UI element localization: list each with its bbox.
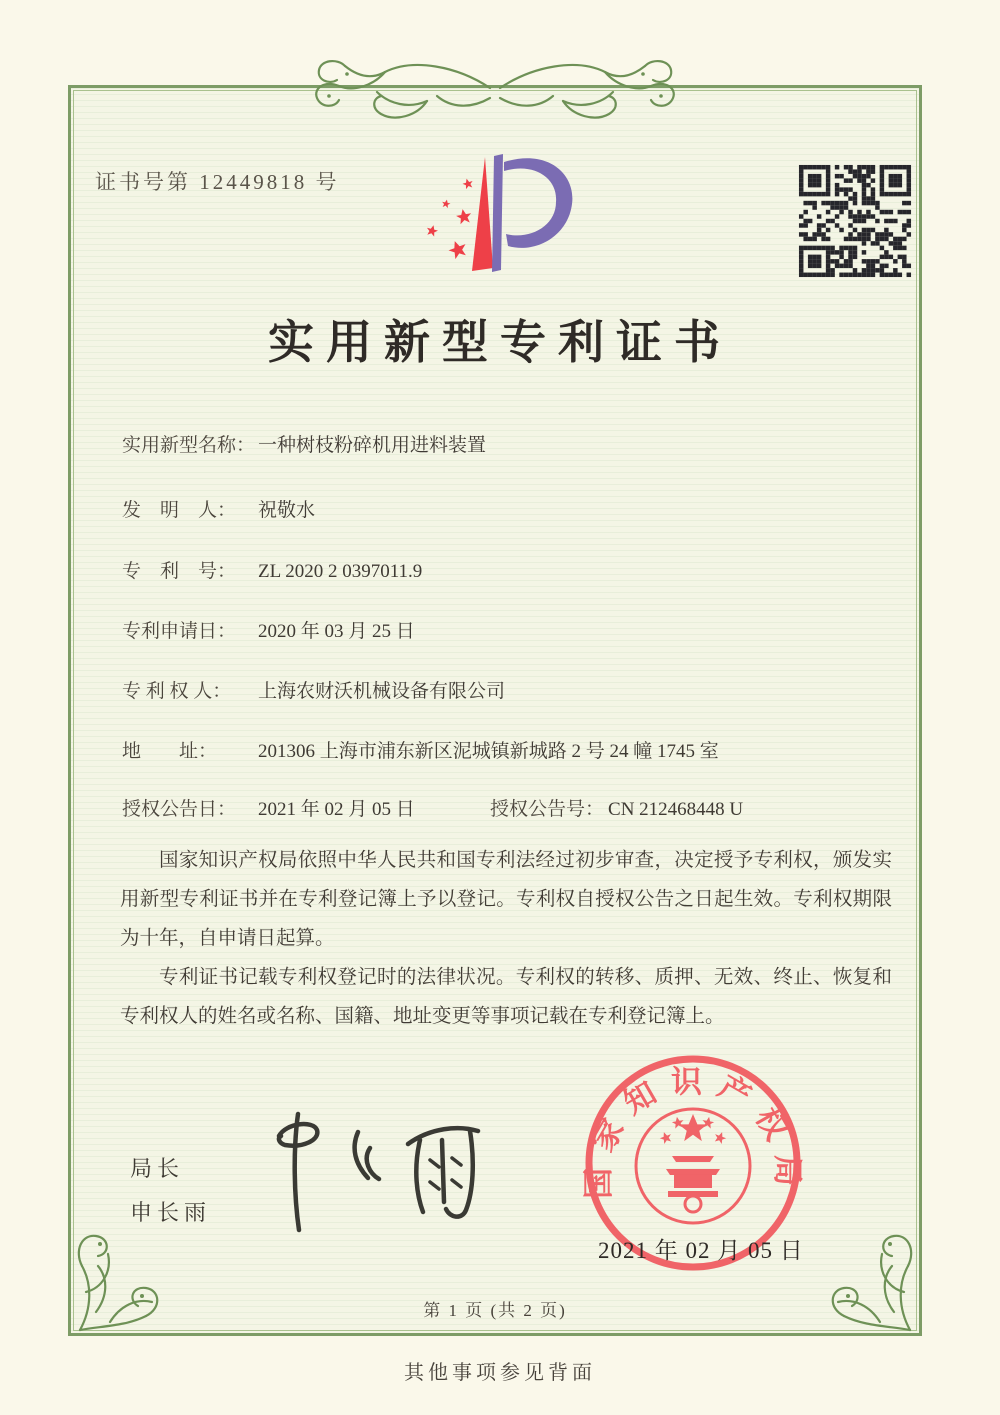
field-value: ZL 2020 2 0397011.9 bbox=[258, 561, 423, 582]
seal-date: 2021 年 02 月 05 日 bbox=[598, 1238, 804, 1263]
commissioner-title: 局长 bbox=[130, 1156, 185, 1181]
qr-code bbox=[790, 156, 920, 286]
field-label: 专 利 号： bbox=[122, 561, 237, 582]
legal-paragraph-1: 国家知识产权局依照中华人民共和国专利法经过初步审查，决定授予专利权，颁发实用新型专利证书并在专利登记簿上予以登记。专利权自授权公告之日起生效。专利权期限为十年，自申请日起算。 bbox=[120, 850, 892, 949]
field-value: 上海农财沃机械设备有限公司 bbox=[258, 681, 506, 702]
commissioner-name: 申长雨 bbox=[130, 1200, 212, 1225]
logo-red-wedge bbox=[472, 157, 493, 271]
page-number: 第 1 页 (共 2 页) bbox=[423, 1301, 567, 1320]
certificate-title: 实用新型专利证书 bbox=[268, 317, 732, 368]
field-value: 祝敬水 bbox=[258, 500, 316, 521]
seal-ring-text: 国家知识产权局 bbox=[580, 1064, 806, 1199]
field-label: 专利申请日： bbox=[122, 621, 237, 642]
seal-national-emblem bbox=[636, 1109, 750, 1223]
field-label: 授权公告号： bbox=[490, 799, 605, 820]
field-label: 地 址： bbox=[122, 741, 218, 762]
field-value: 2021 年 02 月 05 日 bbox=[258, 799, 415, 820]
top-border-dragon-ornament bbox=[285, 52, 705, 122]
field-label: 发 明 人： bbox=[122, 500, 237, 521]
field-address bbox=[122, 736, 892, 763]
field-patent-number bbox=[122, 556, 892, 583]
field-grant-announcement bbox=[122, 794, 892, 821]
field-patentee bbox=[122, 676, 892, 703]
field-value: 一种树枝粉碎机用进料装置 bbox=[258, 435, 487, 456]
field-inventor bbox=[122, 495, 892, 522]
field-utility-model-name bbox=[122, 430, 892, 457]
cnipa-logo bbox=[398, 140, 618, 290]
field-label: 授权公告日： bbox=[122, 799, 237, 820]
field-value: CN 212468448 U bbox=[608, 799, 744, 820]
back-side-note: 其他事项参见背面 bbox=[404, 1362, 596, 1384]
legal-text-block bbox=[120, 841, 892, 1036]
field-label: 实用新型名称： bbox=[122, 435, 256, 456]
logo-stars bbox=[425, 177, 474, 260]
field-value: 2020 年 03 月 25 日 bbox=[258, 621, 415, 642]
certificate-number: 证书号第 12449818 号 bbox=[95, 170, 340, 194]
logo-purple-p-bowl bbox=[504, 158, 572, 248]
field-grant-number bbox=[490, 794, 743, 821]
field-value: 201306 上海市浦东新区泥城镇新城路 2 号 24 幢 1745 室 bbox=[258, 741, 719, 762]
field-application-date bbox=[122, 616, 892, 643]
logo-purple-bar bbox=[492, 154, 503, 272]
field-label: 专 利 权 人： bbox=[122, 681, 232, 702]
commissioner-signature bbox=[258, 1098, 528, 1243]
legal-paragraph-2: 专利证书记载专利权登记时的法律状况。专利权的转移、质押、无效、终止、恢复和专利权人的姓名或名称、国籍、地址变更等事项记载在专利登记簿上。 bbox=[120, 967, 892, 1027]
